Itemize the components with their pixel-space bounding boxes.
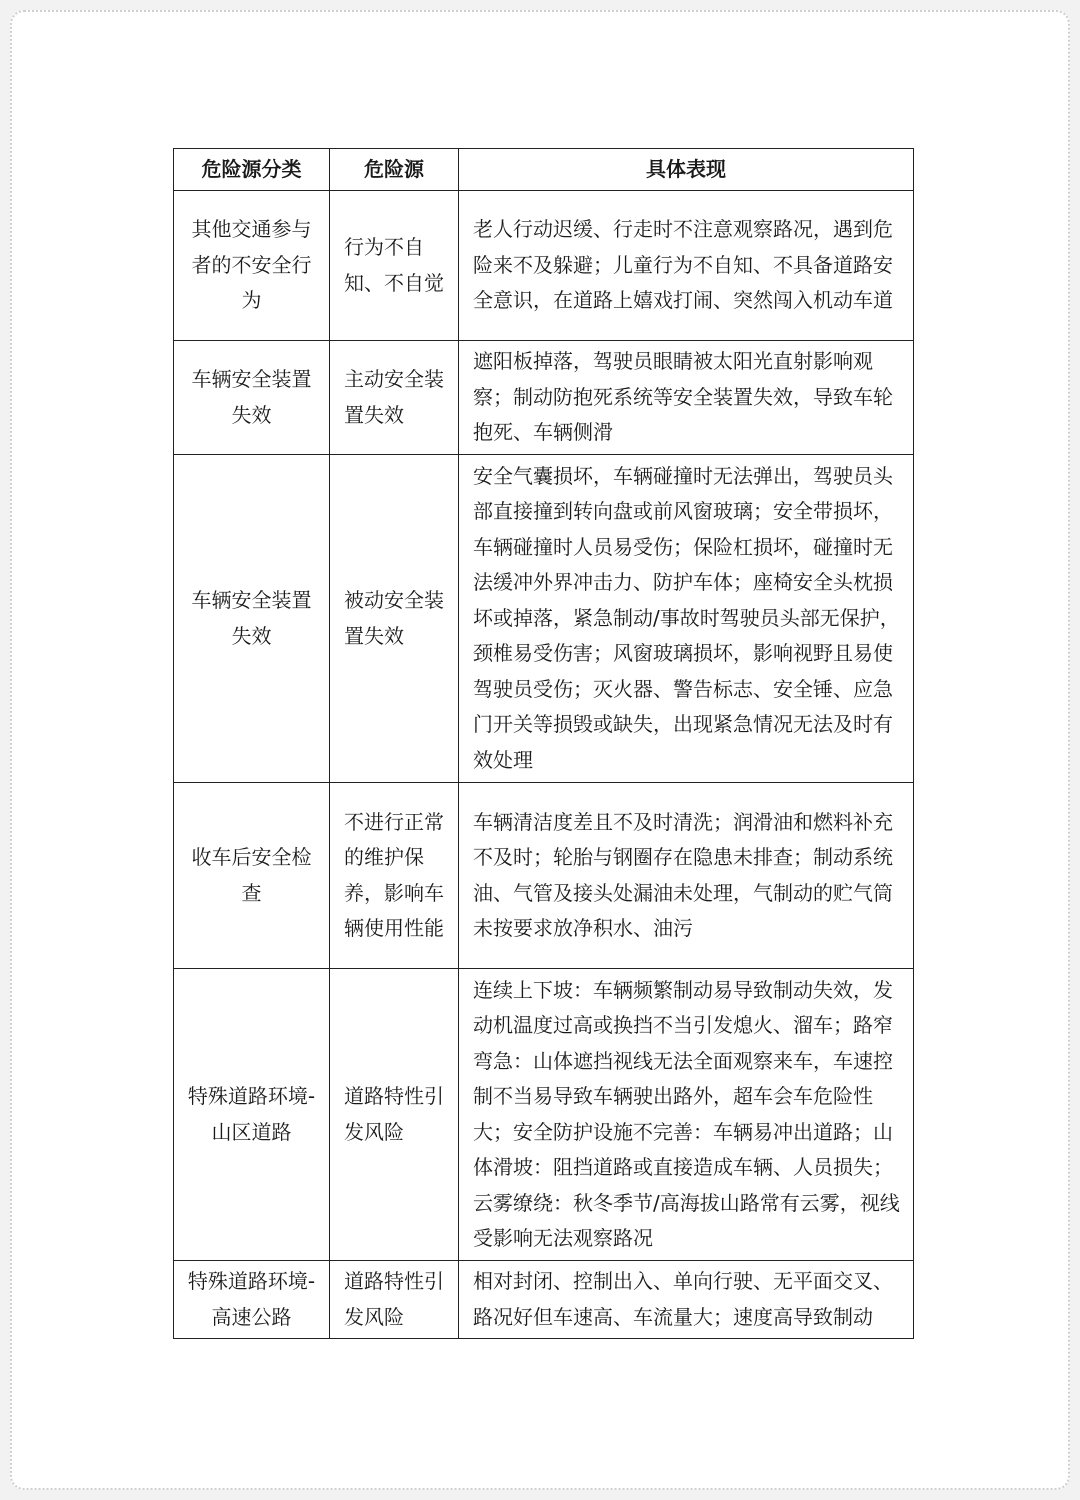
row-source: 不进行正常的维护保养，影响车辆使用性能	[330, 783, 459, 969]
table-row	[174, 191, 914, 341]
row-category: 车辆安全装置失效	[174, 455, 330, 783]
row-source: 主动安全装置失效	[330, 341, 459, 455]
row-detail: 遮阳板掉落，驾驶员眼睛被太阳光直射影响观察；制动防抱死系统等安全装置失效，导致车轮抱死、车辆侧滑	[459, 341, 914, 455]
row-detail: 车辆清洁度差且不及时清洗；润滑油和燃料补充不及时；轮胎与钢圈存在隐患未排查；制动系统油、气管及接头处漏油未处理，气制动的贮气筒未按要求放净积水、油污	[459, 783, 914, 969]
table-row	[174, 455, 914, 783]
table-row	[174, 969, 914, 1261]
row-detail: 连续上下坡：车辆频繁制动易导致制动失效，发动机温度过高或换挡不当引发熄火、溜车；路窄弯急：山体遮挡视线无法全面观察来车，车速控制不当易导致车辆驶出路外，超车会车危险性大；安全防护设施不完善：车辆易冲出道路；山体滑坡：阻挡道路或直接造成车辆、人员损失；云雾缭绕：秋冬季节/高海拔山路常有云雾，视线受影响无法观察路况	[459, 969, 914, 1261]
header-category: 危险源分类	[174, 149, 330, 191]
row-detail: 安全气囊损坏，车辆碰撞时无法弹出，驾驶员头部直接撞到转向盘或前风窗玻璃；安全带损坏，车辆碰撞时人员易受伤；保险杠损坏，碰撞时无法缓冲外界冲击力、防护车体；座椅安全头枕损坏或掉落，紧急制动/事故时驾驶员头部无保护，颈椎易受伤害；风窗玻璃损坏，影响视野且易使驾驶员受伤；灭火器、警告标志、安全锤、应急门开关等损毁或缺失，出现紧急情况无法及时有效处理	[459, 455, 914, 783]
row-category: 特殊道路环境-山区道路	[174, 969, 330, 1261]
row-detail: 老人行动迟缓、行走时不注意观察路况，遇到危险来不及躲避；儿童行为不自知、不具备道路安全意识，在道路上嬉戏打闹、突然闯入机动车道	[459, 191, 914, 341]
document-page	[10, 10, 1070, 1490]
header-source: 危险源	[330, 149, 459, 191]
row-source: 道路特性引发风险	[330, 1261, 459, 1339]
row-detail: 相对封闭、控制出入、单向行驶、无平面交叉、路况好但车速高、车流量大；速度高导致制动	[459, 1261, 914, 1339]
row-category: 收车后安全检查	[174, 783, 330, 969]
row-source: 被动安全装置失效	[330, 455, 459, 783]
header-detail: 具体表现	[459, 149, 914, 191]
table-header-row	[174, 149, 914, 191]
row-source: 道路特性引发风险	[330, 969, 459, 1261]
table-row	[174, 783, 914, 969]
row-category: 车辆安全装置失效	[174, 341, 330, 455]
table-row	[174, 341, 914, 455]
row-category: 特殊道路环境-高速公路	[174, 1261, 330, 1339]
row-category: 其他交通参与者的不安全行为	[174, 191, 330, 341]
row-source: 行为不自知、不自觉	[330, 191, 459, 341]
table-row	[174, 1261, 914, 1339]
hazard-table	[173, 148, 914, 1339]
